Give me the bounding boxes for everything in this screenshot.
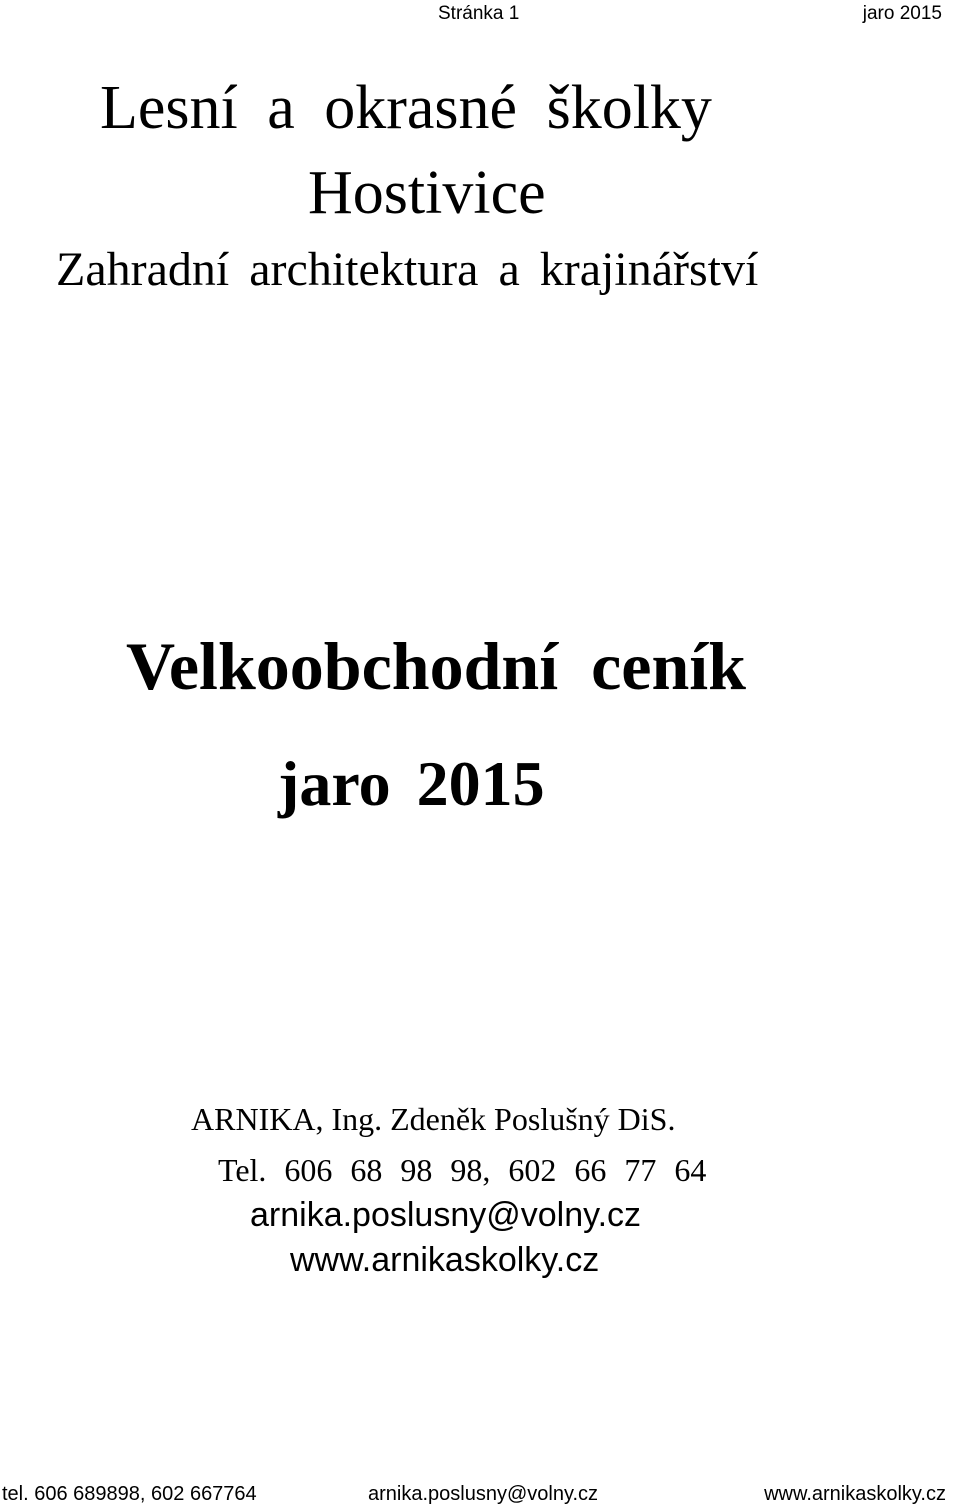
footer-email[interactable]: arnika.poslusny@volny.cz [368, 1483, 599, 1505]
contact-website[interactable]: www.arnikaskolky.cz [290, 1241, 600, 1279]
contact-email[interactable]: arnika.poslusny@volny.cz [250, 1196, 642, 1234]
contact-name: ARNIKA, Ing. Zdeněk Poslušný DiS. [191, 1101, 676, 1137]
company-subtitle: Zahradní architektura a krajinářství [56, 243, 759, 296]
footer-phones: tel. 606 689898, 602 667764 [2, 1483, 257, 1505]
footer-website[interactable]: www.arnikaskolky.cz [764, 1483, 946, 1505]
page-number-label: Stránka 1 [438, 3, 520, 24]
header-season: jaro 2015 [862, 3, 942, 24]
company-location: Hostivice [308, 159, 546, 227]
company-title: Lesní a okrasné školky [100, 74, 712, 142]
contact-phone: Tel. 606 68 98 98, 602 66 77 64 [218, 1152, 707, 1188]
pricelist-season: jaro 2015 [278, 748, 545, 819]
pricelist-heading: Velkoobchodní ceník [126, 628, 746, 704]
